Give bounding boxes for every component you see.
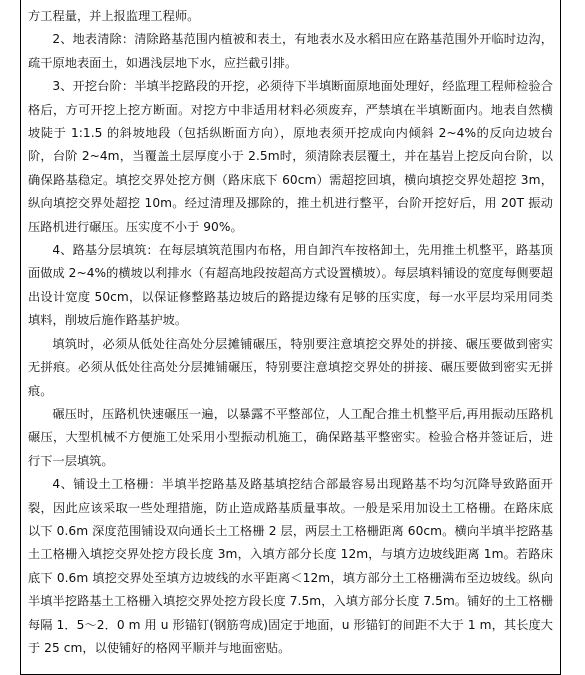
document-frame xyxy=(20,0,561,675)
paragraph-compaction: 碾压时，压路机快速碾压一遍，以暴露不平整部位，人工配合推土机整平后,再用振动压路机碾压，大型机械不方便施工处采用小型振动机施工，确保路基平整密实。检验合格并签证后，进行下一层填筑。 xyxy=(28,406,553,468)
document-body xyxy=(28,5,553,660)
paragraph-surface-clearing: 2、地表清除：清除路基范围内植被和表土，有地表水及水稻田应在路基范围外开临时边沟，疏干原地表面土，如遇浅层地下水，应拦截引排。 xyxy=(28,32,553,70)
paragraph-continuation: 方工程量，并上报监理工程师。 xyxy=(28,9,200,23)
paragraph-layered-filling: 4、路基分层填筑：在每层填筑范围内布格，用自卸汽车按格卸土，先用推土机整平，路基顶面做成 2~4%的横坡以利排水（有超高地段按超高方式设置横坡）。每层填料铺设的宽度每侧要超出设计宽度 50cm，以保证修整路基边坡后的路提边缘有足够的压实度，每一水平层均采用同类填料，削坡后施作路基护坡。 xyxy=(28,243,553,328)
paragraph-step-excavation: 3、开挖台阶：半填半挖路段的开挖，必须待下半填断面原地面处理好，经监理工程师检验合格后，方可开挖上挖方断面。对挖方中非适用材料必须废弃，严禁填在半填断面内。地表自然横坡陡于 1:1.5 的斜坡地段（包括纵断面方向），原地表须开挖成向内倾斜 2~4%的反向边坡台阶，台阶 2~4m，当覆盖土层厚度小于 2.5m时，须清除表层覆土，并在基岩上挖反向台阶，以确保路基稳定。填挖交界处挖方侧（路床底下 60cm）需超挖回填，横向填挖交界处超挖 3m，纵向填挖交界处超挖 10m。经过清理及挪除的，推土机进行整平，台阶开挖好后，用 20T 振动压路机进行碾压。压实度不小于 90%。 xyxy=(28,79,553,234)
paragraph-geogrid: 4、铺设土工格栅：半填半挖路基及路基填挖结合部最容易出现路基不均匀沉降导致路面开裂，因此应该采取一些处理措施，防止造成路基质量事故。一般是采用加设土工格栅。在路床底以下 0.6m 深度范围铺设双向通长土工格栅 2 层，两层土工格栅距离 60cm。横向半填半挖路基土工格栅入填挖交界处挖方段长度 3m，入填方部分长度 12m，与填方边坡线距离 1m。若路床底下 0.6m 填挖交界处至填方边坡线的水平距离＜12m，填方部分土工格栅满布至边坡线。纵向半填半挖路基土工格栅入填挖交界处挖方段长度 7.5m，入填方部分长度 7.5m。铺好的土工格栅每隔 1．5～2．0 m 用 u 形锚钉(钢筋弯成)固定于地面，u 形锚钉的间距不大于 1 m，其长度大于 25 cm，以使铺好的格网平顺并与地面密贴。 xyxy=(28,477,553,655)
paragraph-filling-rolling: 填筑时，必须从低处往高处分层摊铺碾压，特别要注意填挖交界处的拼接、碾压要做到密实无拼痕。必须从低处往高处分层摊铺碾压，特别要注意填挖交界处的拼接、碾压要做到密实无拼痕。 xyxy=(28,336,553,398)
